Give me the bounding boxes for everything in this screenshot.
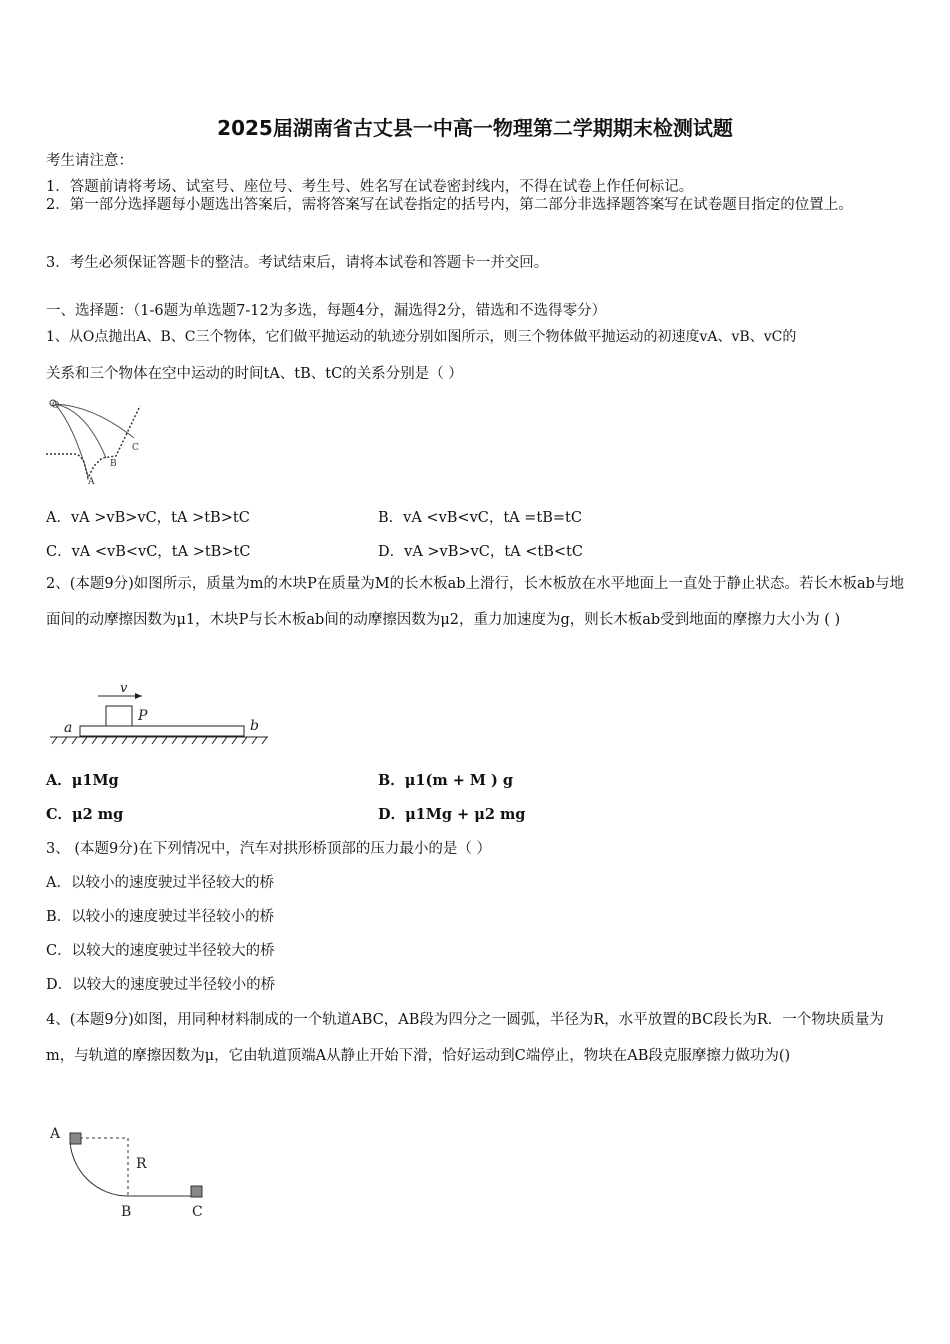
q2-stem: 2、(本题9分)如图所示，质量为m的木块P在质量为M的长木板ab上滑行，长木板放在水平地面上一直处于静止状态。若长木板ab与地面间的动摩擦因数为μ1，木块P与长木板ab间的动摩擦因数为μ2，重力加速度为g，则长木板ab受到地面的摩擦力大小为 ( ): [46, 576, 904, 628]
q4-label-a: A: [50, 1126, 61, 1142]
q1-label-a: A: [88, 477, 95, 487]
q1-stem-line1: 1、从O点抛出A、B、C三个物体，它们做平抛运动的轨迹分别如图所示，则三个物体做平抛运动的初速度vA、vB、vC的: [46, 329, 797, 345]
q1-label-b: B: [110, 459, 117, 469]
q2-label-p: P: [138, 708, 148, 724]
q1-option-a: A．vA >vB>vC，tA >tB>tC: [46, 510, 250, 526]
q1-label-c: C: [132, 443, 139, 453]
q1-label-o: O: [52, 401, 60, 411]
page-title: 2025届湖南省古丈县一中高一物理第二学期期末检测试题: [217, 116, 733, 140]
q2-figure: [46, 680, 272, 748]
notice-item-2: 2．第一部分选择题每小题选出答案后，需将答案写在试卷指定的括号内，第二部分非选择题答案写在试卷题目指定的位置上。: [46, 197, 853, 213]
q4-figure: [44, 1120, 224, 1222]
q1-figure: [44, 396, 154, 488]
q3-option-b: B．以较小的速度驶过半径较小的桥: [46, 909, 275, 925]
q1-stem-line2: 关系和三个物体在空中运动的时间tA、tB、tC的关系分别是（ ）: [46, 366, 463, 382]
q1-option-c: C．vA <vB<vC，tA >tB>tC: [46, 544, 251, 560]
q4-label-c: C: [192, 1204, 203, 1220]
q3-option-a: A．以较小的速度驶过半径较大的桥: [46, 875, 274, 891]
q4-label-r: R: [136, 1156, 147, 1172]
q3-option-d: D．以较大的速度驶过半径较小的桥: [46, 977, 276, 993]
q3-stem: 3、 (本题9分)在下列情况中，汽车对拱形桥顶部的压力最小的是（ ）: [46, 841, 491, 857]
q3-option-c: C．以较大的速度驶过半径较大的桥: [46, 943, 275, 959]
q1-option-d: D．vA >vB>vC，tA <tB<tC: [378, 544, 583, 560]
notice-item-3: 3．考生必须保证答题卡的整洁。考试结束后，请将本试卷和答题卡一并交回。: [46, 255, 549, 271]
q2-option-d: D．μ1Mg + μ2 mg: [378, 806, 526, 823]
q2-label-v: v: [120, 681, 128, 696]
notice-item-1: 1．答题前请将考场、试室号、座位号、考生号、姓名写在试卷密封线内，不得在试卷上作任何标记。: [46, 179, 694, 195]
section-heading: 一、选择题：（1-6题为单选题7-12为多选，每题4分，漏选得2分，错选和不选得零分）: [46, 303, 607, 319]
q4-label-b: B: [121, 1204, 132, 1220]
q2-option-b: B．μ1(m + M ) g: [378, 772, 514, 789]
q2-label-b: b: [250, 718, 259, 734]
notice-heading: 考生请注意：: [46, 153, 133, 169]
q2-label-a: a: [64, 720, 73, 736]
q2-option-a: A．μ1Mg: [46, 772, 119, 789]
q4-stem: 4、(本题9分)如图，用同种材料制成的一个轨道ABC，AB段为四分之一圆弧，半径为R，水平放置的BC段长为R．一个物块质量为m，与轨道的摩擦因数为μ，它由轨道顶端A从静止开始下滑，恰好运动到C端停止，物块在AB段克服摩擦力做功为(): [46, 1012, 884, 1064]
q2-option-c: C．μ2 mg: [46, 806, 124, 823]
q1-option-b: B．vA <vB<vC，tA =tB=tC: [378, 510, 582, 526]
